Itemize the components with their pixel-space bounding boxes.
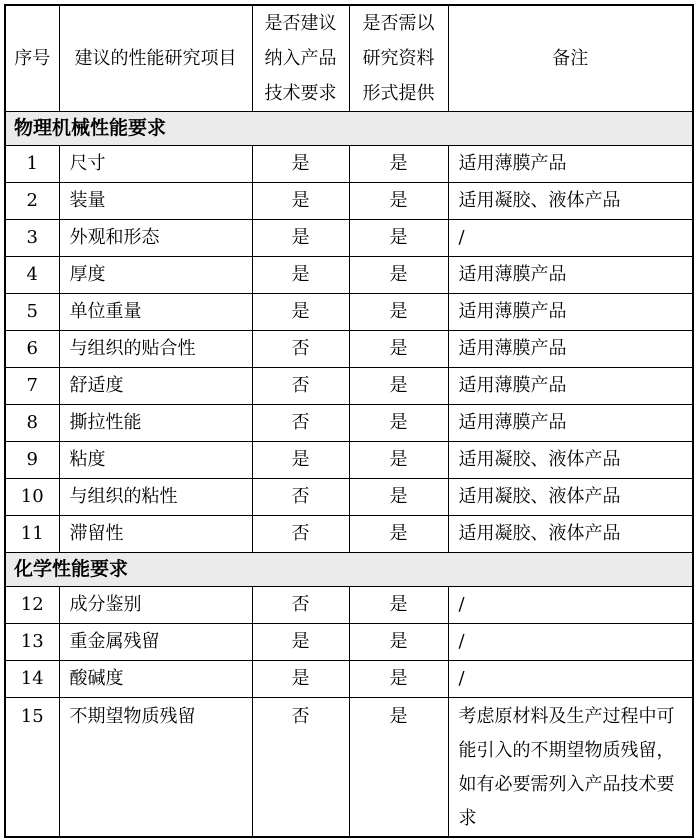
cell-seq: 12 — [5, 587, 59, 624]
cell-provide: 是 — [349, 146, 448, 183]
table-row — [5, 220, 693, 257]
cell-seq: 13 — [5, 624, 59, 661]
cell-remark: / — [448, 587, 693, 624]
cell-seq: 8 — [5, 405, 59, 442]
cell-seq: 3 — [5, 220, 59, 257]
table-row — [5, 587, 693, 624]
cell-item: 酸碱度 — [59, 661, 252, 698]
cell-seq: 7 — [5, 368, 59, 405]
cell-seq: 14 — [5, 661, 59, 698]
cell-provide: 是 — [349, 661, 448, 698]
table-row — [5, 624, 693, 661]
cell-item: 尺寸 — [59, 146, 252, 183]
cell-remark: 适用凝胶、液体产品 — [448, 516, 693, 553]
header-include-line: 纳入产品 — [264, 48, 337, 69]
cell-item: 单位重量 — [59, 294, 252, 331]
cell-item: 舒适度 — [59, 368, 252, 405]
cell-include: 否 — [252, 698, 349, 838]
table-row — [5, 146, 693, 183]
cell-seq: 15 — [5, 698, 59, 838]
section-header-chemical-label: 化学性能要求 — [5, 553, 693, 587]
cell-seq: 4 — [5, 257, 59, 294]
cell-seq: 10 — [5, 479, 59, 516]
table-row — [5, 405, 693, 442]
cell-provide: 是 — [349, 442, 448, 479]
cell-include: 是 — [252, 257, 349, 294]
header-seq: 序号 — [5, 5, 59, 112]
table-row — [5, 442, 693, 479]
header-item: 建议的性能研究项目 — [59, 5, 252, 112]
cell-provide: 是 — [349, 479, 448, 516]
cell-remark: / — [448, 661, 693, 698]
header-include-line: 技术要求 — [264, 83, 337, 104]
header-include — [252, 5, 349, 112]
cell-item: 重金属残留 — [59, 624, 252, 661]
cell-include: 否 — [252, 331, 349, 368]
cell-seq: 1 — [5, 146, 59, 183]
cell-item: 与组织的粘性 — [59, 479, 252, 516]
cell-remark: 适用薄膜产品 — [448, 257, 693, 294]
cell-item: 不期望物质残留 — [59, 698, 252, 838]
cell-include: 否 — [252, 368, 349, 405]
header-include-line: 是否建议 — [264, 13, 337, 34]
header-provide-line: 研究资料 — [362, 48, 435, 69]
cell-include: 是 — [252, 624, 349, 661]
table-row — [5, 661, 693, 698]
cell-provide: 是 — [349, 294, 448, 331]
cell-item: 滞留性 — [59, 516, 252, 553]
table-row — [5, 516, 693, 553]
cell-include: 是 — [252, 294, 349, 331]
cell-item: 外观和形态 — [59, 220, 252, 257]
cell-provide: 是 — [349, 368, 448, 405]
section-header-chemical — [5, 553, 693, 587]
cell-remark: / — [448, 220, 693, 257]
cell-remark: 适用薄膜产品 — [448, 146, 693, 183]
cell-provide: 是 — [349, 257, 448, 294]
cell-seq: 5 — [5, 294, 59, 331]
header-remark: 备注 — [448, 5, 693, 112]
table-row — [5, 257, 693, 294]
cell-provide: 是 — [349, 331, 448, 368]
cell-include: 是 — [252, 661, 349, 698]
cell-item: 与组织的贴合性 — [59, 331, 252, 368]
performance-study-table — [4, 4, 694, 838]
cell-remark: / — [448, 624, 693, 661]
cell-item: 撕拉性能 — [59, 405, 252, 442]
table-header-row — [5, 5, 693, 112]
cell-provide: 是 — [349, 698, 448, 838]
table-row — [5, 698, 693, 838]
cell-remark: 适用薄膜产品 — [448, 405, 693, 442]
cell-item: 厚度 — [59, 257, 252, 294]
cell-seq: 9 — [5, 442, 59, 479]
table-row — [5, 294, 693, 331]
cell-include: 否 — [252, 405, 349, 442]
cell-item: 成分鉴别 — [59, 587, 252, 624]
cell-remark: 适用薄膜产品 — [448, 368, 693, 405]
table-row — [5, 479, 693, 516]
section-header-physical — [5, 112, 693, 146]
cell-provide: 是 — [349, 587, 448, 624]
cell-remark: 适用薄膜产品 — [448, 294, 693, 331]
section-header-physical-label: 物理机械性能要求 — [5, 112, 693, 146]
header-provide — [349, 5, 448, 112]
cell-provide: 是 — [349, 183, 448, 220]
cell-seq: 11 — [5, 516, 59, 553]
cell-include: 否 — [252, 516, 349, 553]
cell-provide: 是 — [349, 624, 448, 661]
cell-include: 是 — [252, 183, 349, 220]
table-row — [5, 368, 693, 405]
cell-include: 是 — [252, 220, 349, 257]
cell-provide: 是 — [349, 516, 448, 553]
cell-include: 否 — [252, 479, 349, 516]
table-row — [5, 331, 693, 368]
cell-remark: 考虑原材料及生产过程中可能引入的不期望物质残留，如有必要需列入产品技术要求 — [448, 698, 693, 838]
cell-include: 是 — [252, 442, 349, 479]
cell-remark: 适用凝胶、液体产品 — [448, 183, 693, 220]
cell-include: 是 — [252, 146, 349, 183]
cell-remark: 适用凝胶、液体产品 — [448, 479, 693, 516]
cell-item: 粘度 — [59, 442, 252, 479]
cell-provide: 是 — [349, 405, 448, 442]
cell-remark: 适用薄膜产品 — [448, 331, 693, 368]
header-provide-line: 形式提供 — [362, 83, 435, 104]
cell-remark: 适用凝胶、液体产品 — [448, 442, 693, 479]
table-row — [5, 183, 693, 220]
cell-include: 否 — [252, 587, 349, 624]
cell-item: 装量 — [59, 183, 252, 220]
cell-seq: 6 — [5, 331, 59, 368]
cell-provide: 是 — [349, 220, 448, 257]
header-provide-line: 是否需以 — [362, 13, 435, 34]
cell-seq: 2 — [5, 183, 59, 220]
